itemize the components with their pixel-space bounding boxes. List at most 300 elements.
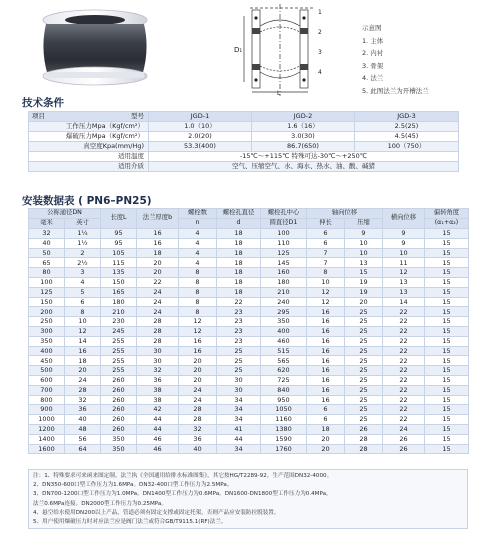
table-cell: 350 xyxy=(101,444,137,454)
table-cell: 80 xyxy=(29,268,65,278)
table-cell: 1160 xyxy=(261,415,307,425)
table-cell: 12 xyxy=(383,268,425,278)
table-cell: 20 xyxy=(179,366,217,376)
table-row xyxy=(29,229,469,239)
table-row xyxy=(29,326,469,336)
table-cell: 24 xyxy=(137,297,179,307)
table-cell: 30 xyxy=(217,385,261,395)
table-cell: 15 xyxy=(425,424,469,434)
d-header: d xyxy=(217,219,261,229)
table-cell: 1¼ xyxy=(65,229,101,239)
table-cell: 30 xyxy=(137,346,179,356)
table-cell: 10 xyxy=(345,238,383,248)
table-cell: 15 xyxy=(425,258,469,268)
table-cell: 22 xyxy=(383,317,425,327)
table-cell: 26 xyxy=(383,444,425,454)
mm-header: 毫米 xyxy=(29,219,65,229)
table-cell: 7 xyxy=(307,258,345,268)
table-cell: 18 xyxy=(137,248,179,258)
table-cell: 25 xyxy=(345,405,383,415)
bolts-header: 螺栓数 xyxy=(179,209,217,219)
table-cell: 25 xyxy=(217,346,261,356)
note-line: 2、DN350-600口型工作压力为1.6MPa。DN32-400口型工作压力为2.5MPa。 xyxy=(33,482,233,489)
table-row xyxy=(29,152,459,162)
table-cell: 18 xyxy=(307,424,345,434)
table-cell: 22 xyxy=(383,395,425,405)
cell: 3.0(30) xyxy=(252,132,355,142)
table-cell: 30 xyxy=(217,375,261,385)
table-cell: 725 xyxy=(261,375,307,385)
table-cell: 50 xyxy=(29,248,65,258)
table-cell: 25 xyxy=(345,366,383,376)
table-cell: 255 xyxy=(101,346,137,356)
table-cell: 34 xyxy=(217,415,261,425)
table-cell: 20 xyxy=(307,434,345,444)
table-cell: 18 xyxy=(217,238,261,248)
table-cell: 32 xyxy=(65,395,101,405)
drawing-d1-label: D₁ xyxy=(234,46,243,54)
table-cell: 260 xyxy=(101,424,137,434)
table-cell: 12 xyxy=(307,297,345,307)
table-cell: 7 xyxy=(307,248,345,258)
table-cell: 16 xyxy=(307,375,345,385)
callout-4: 4 xyxy=(318,69,322,76)
table-row xyxy=(29,287,469,297)
table-cell: 13 xyxy=(345,258,383,268)
table-cell: 8 xyxy=(65,307,101,317)
table-cell: 13 xyxy=(383,277,425,287)
table-cell: 18 xyxy=(65,356,101,366)
table-cell: 1600 xyxy=(29,444,65,454)
table-cell: 44 xyxy=(137,424,179,434)
table-cell: 16 xyxy=(307,385,345,395)
table-cell: 255 xyxy=(101,366,137,376)
table-cell: 180 xyxy=(261,277,307,287)
table-cell: 20 xyxy=(137,268,179,278)
table-cell: 15 xyxy=(345,268,383,278)
table-cell: 36 xyxy=(137,375,179,385)
table-row xyxy=(29,434,469,444)
table-row xyxy=(29,366,469,376)
table-cell: 22 xyxy=(383,375,425,385)
table-cell: 25 xyxy=(345,356,383,366)
table-row xyxy=(29,277,469,287)
table-row xyxy=(29,415,469,425)
table-cell: 95 xyxy=(101,229,137,239)
table-cell: 28 xyxy=(345,444,383,454)
table-cell: 40 xyxy=(65,415,101,425)
table-cell: 26 xyxy=(345,424,383,434)
table-cell: 15 xyxy=(425,238,469,248)
table-cell: 700 xyxy=(29,385,65,395)
install-table xyxy=(28,208,469,454)
table-cell: 19 xyxy=(345,287,383,297)
table-cell: 22 xyxy=(383,415,425,425)
table-cell: 6 xyxy=(307,405,345,415)
ext-header: 伸长 xyxy=(307,219,345,229)
table-cell: 135 xyxy=(101,268,137,278)
table-cell: 16 xyxy=(179,346,217,356)
table-cell: 2½ xyxy=(65,258,101,268)
table-row xyxy=(29,297,469,307)
row-label: 适用介质 xyxy=(29,162,149,172)
table-row xyxy=(29,122,459,132)
table-cell: 20 xyxy=(345,297,383,307)
table-cell: 8 xyxy=(179,307,217,317)
table-cell: 565 xyxy=(261,356,307,366)
table-cell: 210 xyxy=(261,287,307,297)
model-header: JGD-2 xyxy=(252,112,355,122)
table-cell: 950 xyxy=(261,395,307,405)
table-cell: 210 xyxy=(101,307,137,317)
table-cell: 8 xyxy=(179,297,217,307)
table-row xyxy=(29,248,469,258)
circle2-header: 圆直径D1 xyxy=(261,219,307,229)
table-cell: 24 xyxy=(383,424,425,434)
table-cell: 1380 xyxy=(261,424,307,434)
cell: 空气、压缩空气、水、海水、热水、油、酸、碱猪 xyxy=(149,162,459,172)
table-cell: 15 xyxy=(425,395,469,405)
table-cell: 900 xyxy=(29,405,65,415)
table-cell: 16 xyxy=(307,366,345,376)
table-cell: 4 xyxy=(179,229,217,239)
conditions-table xyxy=(28,111,459,172)
table-cell: 14 xyxy=(65,336,101,346)
cell: 4.5(45) xyxy=(355,132,459,142)
table-cell: 22 xyxy=(383,356,425,366)
table-cell: 46 xyxy=(137,434,179,444)
table-cell: 6 xyxy=(65,297,101,307)
table-cell: 16 xyxy=(307,356,345,366)
angular2-header: (α₁+α₂) xyxy=(425,219,469,229)
table-cell: 28 xyxy=(65,385,101,395)
cell: 100（750） xyxy=(355,142,459,152)
table-cell: 1590 xyxy=(261,434,307,444)
table-cell: 16 xyxy=(137,229,179,239)
table-cell: 1½ xyxy=(65,238,101,248)
table-row xyxy=(29,336,469,346)
table-cell: 25 xyxy=(345,385,383,395)
table-row xyxy=(29,142,459,152)
table-cell: 18 xyxy=(217,229,261,239)
legend-title: 示意图 xyxy=(362,24,382,32)
table-cell: 15 xyxy=(425,326,469,336)
table-cell: 1200 xyxy=(29,424,65,434)
table-row xyxy=(29,317,469,327)
table-cell: 14 xyxy=(383,297,425,307)
table-cell: 150 xyxy=(101,277,137,287)
table-cell: 145 xyxy=(261,258,307,268)
table-cell: 28 xyxy=(345,434,383,444)
table-cell: 350 xyxy=(101,434,137,444)
legend-item: 2. 内衬 xyxy=(362,49,384,57)
table-cell: 18 xyxy=(217,287,261,297)
table-row xyxy=(29,395,469,405)
table-cell: 22 xyxy=(383,326,425,336)
axial-header: 轴向位移 xyxy=(307,209,383,219)
table-cell: 18 xyxy=(217,258,261,268)
table-row xyxy=(29,356,469,366)
cell: 2.5(25) xyxy=(355,122,459,132)
table-cell: 15 xyxy=(425,405,469,415)
table-cell: 125 xyxy=(29,287,65,297)
table-cell: 1000 xyxy=(29,415,65,425)
table-cell: 22 xyxy=(383,366,425,376)
legend-item: 3. 骨架 xyxy=(362,61,384,70)
callout-3: 3 xyxy=(318,49,322,56)
table-cell: 64 xyxy=(65,444,101,454)
table-cell: 840 xyxy=(261,385,307,395)
table-cell: 1400 xyxy=(29,434,65,444)
table-cell: 150 xyxy=(29,297,65,307)
table-cell: 20 xyxy=(179,356,217,366)
table-cell: 100 xyxy=(29,277,65,287)
table-cell: 2 xyxy=(65,248,101,258)
table-cell: 38 xyxy=(137,385,179,395)
table-cell: 41 xyxy=(217,424,261,434)
comp-header: 压缩 xyxy=(345,219,383,229)
note-line: 3、DN700-1200口型工作压力为1.0MPa。DN1400型工作压力为0.6MPa。DN1600-DN1800型工作压力为0.4MPa。 xyxy=(33,491,332,498)
row-label: 工作压力Mpa（Kgf/cm²） xyxy=(29,122,149,132)
table-cell: 20 xyxy=(179,375,217,385)
table-cell: 15 xyxy=(425,385,469,395)
flange-header: 法兰厚度b xyxy=(137,209,179,229)
table-cell: 25 xyxy=(217,366,261,376)
table-cell: 4 xyxy=(179,258,217,268)
row-label: 真空度Kpa(mm/Hg) xyxy=(29,142,149,152)
table-cell: 22 xyxy=(217,297,261,307)
table-cell: 19 xyxy=(345,277,383,287)
table-cell: 260 xyxy=(101,415,137,425)
table-cell: 44 xyxy=(137,415,179,425)
table-cell: 22 xyxy=(383,385,425,395)
note-line: 5、用户使用爆破压力时对应法兰应是阀门法兰或符合GB/T9115.1(RF)法兰。 xyxy=(33,519,227,526)
table-cell: 25 xyxy=(345,415,383,425)
table-cell: 15 xyxy=(425,434,469,444)
cell: -15℃～+115℃ 特殊可达-30℃～+250℃ xyxy=(149,152,459,162)
callout-2: 2 xyxy=(318,29,322,36)
table-row xyxy=(29,268,469,278)
table-cell: 22 xyxy=(383,336,425,346)
table-cell: 16 xyxy=(307,346,345,356)
table-cell: 25 xyxy=(345,317,383,327)
table-cell: 300 xyxy=(29,326,65,336)
table-cell: 22 xyxy=(383,346,425,356)
table-cell: 28 xyxy=(137,326,179,336)
table-cell: 260 xyxy=(101,405,137,415)
table-cell: 110 xyxy=(261,238,307,248)
angular-header: 偏转角度 xyxy=(425,209,469,219)
table-cell: 12 xyxy=(307,287,345,297)
table-cell: 15 xyxy=(425,297,469,307)
table-cell: 400 xyxy=(261,326,307,336)
note-line: 法兰0.6MPa连接。DN2000型工作压力为0.25MPa。 xyxy=(33,500,167,507)
table-cell: 8 xyxy=(179,268,217,278)
table-cell: 230 xyxy=(101,317,137,327)
table-cell: 6 xyxy=(307,238,345,248)
header-model-label: 型号 xyxy=(131,112,144,121)
table-row xyxy=(29,238,469,248)
table-cell: 15 xyxy=(425,287,469,297)
bolt-diameter-header: 螺栓孔直径 xyxy=(217,209,261,219)
legend-item: 1. 主体 xyxy=(362,36,384,45)
table-cell: 12 xyxy=(65,326,101,336)
table-cell: 15 xyxy=(425,317,469,327)
table-cell: 15 xyxy=(425,366,469,376)
table-cell: 460 xyxy=(261,336,307,346)
table-cell: 450 xyxy=(29,356,65,366)
table-cell: 34 xyxy=(217,444,261,454)
table-cell: 9 xyxy=(383,229,425,239)
table-cell: 15 xyxy=(425,346,469,356)
table-row xyxy=(29,405,469,415)
legend-item: 5. 此图法兰为开槽法兰 xyxy=(362,86,429,95)
table-cell: 515 xyxy=(261,346,307,356)
table-cell: 9 xyxy=(383,238,425,248)
table-cell: 15 xyxy=(425,375,469,385)
table-cell: 8 xyxy=(179,287,217,297)
table-cell: 10 xyxy=(345,248,383,258)
table-cell: 295 xyxy=(261,307,307,317)
table-cell: 16 xyxy=(179,336,217,346)
table-cell: 245 xyxy=(101,326,137,336)
table-cell: 28 xyxy=(179,415,217,425)
table-cell: 22 xyxy=(383,405,425,415)
table-cell: 32 xyxy=(137,366,179,376)
table-cell: 32 xyxy=(29,229,65,239)
table-cell: 12 xyxy=(179,326,217,336)
legend-item: 4. 法兰 xyxy=(362,74,384,82)
table-cell: 15 xyxy=(425,248,469,258)
table-row xyxy=(29,375,469,385)
circle-header: 螺栓孔中心 xyxy=(261,209,307,219)
table-cell: 165 xyxy=(101,287,137,297)
table-cell: 25 xyxy=(345,307,383,317)
table-cell: 23 xyxy=(217,307,261,317)
table-cell: 15 xyxy=(425,336,469,346)
table-cell: 250 xyxy=(29,317,65,327)
table-cell: 24 xyxy=(179,395,217,405)
table-cell: 65 xyxy=(29,258,65,268)
cell: 1.6（16） xyxy=(252,122,355,132)
table-cell: 34 xyxy=(217,395,261,405)
table-cell: 4 xyxy=(179,238,217,248)
table-cell: 115 xyxy=(101,258,137,268)
table-cell: 25 xyxy=(345,375,383,385)
notes-box xyxy=(28,469,468,529)
table-cell: 25 xyxy=(345,336,383,346)
table-cell: 400 xyxy=(29,346,65,356)
table-cell: 15 xyxy=(425,268,469,278)
table-cell: 15 xyxy=(425,444,469,454)
table-cell: 48 xyxy=(65,424,101,434)
table-row xyxy=(29,424,469,434)
table-cell: 22 xyxy=(137,277,179,287)
table-cell: 11 xyxy=(383,258,425,268)
table-cell: 20 xyxy=(65,366,101,376)
table-cell: 4 xyxy=(65,277,101,287)
table-cell: 36 xyxy=(65,405,101,415)
table-cell: 15 xyxy=(425,229,469,239)
table-cell: 12 xyxy=(179,317,217,327)
table-cell: 260 xyxy=(101,375,137,385)
table-cell: 200 xyxy=(29,307,65,317)
table-cell: 32 xyxy=(179,424,217,434)
table-cell: 180 xyxy=(101,297,137,307)
table-row xyxy=(29,162,459,172)
table-cell: 5 xyxy=(65,287,101,297)
table-cell: 260 xyxy=(101,385,137,395)
dn-header: 公称通径DN xyxy=(29,209,101,219)
table-cell: 16 xyxy=(307,326,345,336)
table-cell: 56 xyxy=(65,434,101,444)
table-cell: 350 xyxy=(29,336,65,346)
table-cell: 40 xyxy=(29,238,65,248)
table-cell: 23 xyxy=(217,336,261,346)
table-cell: 16 xyxy=(307,336,345,346)
table-cell: 36 xyxy=(179,434,217,444)
table-cell: 16 xyxy=(307,317,345,327)
table-cell: 125 xyxy=(261,248,307,258)
table-cell: 26 xyxy=(383,434,425,444)
table-cell: 34 xyxy=(217,405,261,415)
table-cell: 15 xyxy=(425,277,469,287)
table-cell: 8 xyxy=(307,268,345,278)
table-cell: 16 xyxy=(307,395,345,405)
table-cell: 18 xyxy=(217,277,261,287)
model-header: JGD-1 xyxy=(149,112,252,122)
table-cell: 255 xyxy=(101,356,137,366)
table-cell: 3 xyxy=(65,268,101,278)
cell: 86.7(650) xyxy=(252,142,355,152)
table-cell: 240 xyxy=(261,297,307,307)
table-cell: 600 xyxy=(29,375,65,385)
note-line: 注：1、特殊要求可来函来图定制。法兰执《全国通用给排水标准图集》，其它按HG/T2289-92。生产范围DN32-4000。 xyxy=(33,473,333,479)
cell: 2.0(20) xyxy=(149,132,252,142)
table-cell: 20 xyxy=(307,444,345,454)
table-cell: 6 xyxy=(307,229,345,239)
table-cell: 42 xyxy=(137,405,179,415)
table-cell: 1050 xyxy=(261,405,307,415)
table-cell: 25 xyxy=(345,346,383,356)
table-cell: 500 xyxy=(29,366,65,376)
table-cell: 1760 xyxy=(261,444,307,454)
table-cell: 15 xyxy=(425,307,469,317)
cross-section-drawing xyxy=(220,4,335,96)
cell: 53.3(400) xyxy=(149,142,252,152)
model-header: JGD-3 xyxy=(355,112,459,122)
table-cell: 15 xyxy=(425,356,469,366)
table-cell: 20 xyxy=(137,258,179,268)
length-header: 长度L xyxy=(101,209,137,229)
table-row xyxy=(29,346,469,356)
table-cell: 16 xyxy=(137,238,179,248)
product-photo xyxy=(40,6,150,88)
table-cell: 40 xyxy=(179,444,217,454)
table-cell: 25 xyxy=(217,356,261,366)
table-cell: 22 xyxy=(383,307,425,317)
table-row xyxy=(29,307,469,317)
conditions-title: 技术条件 xyxy=(22,97,64,109)
drawing-l-label: L xyxy=(277,90,281,96)
table-cell: 95 xyxy=(101,238,137,248)
table-cell: 800 xyxy=(29,395,65,405)
table-cell: 24 xyxy=(65,375,101,385)
n-header: n xyxy=(179,219,217,229)
table-cell: 13 xyxy=(383,287,425,297)
table-cell: 28 xyxy=(137,336,179,346)
install-title: 安装数据表 ( PN6–PN25) xyxy=(22,195,152,207)
